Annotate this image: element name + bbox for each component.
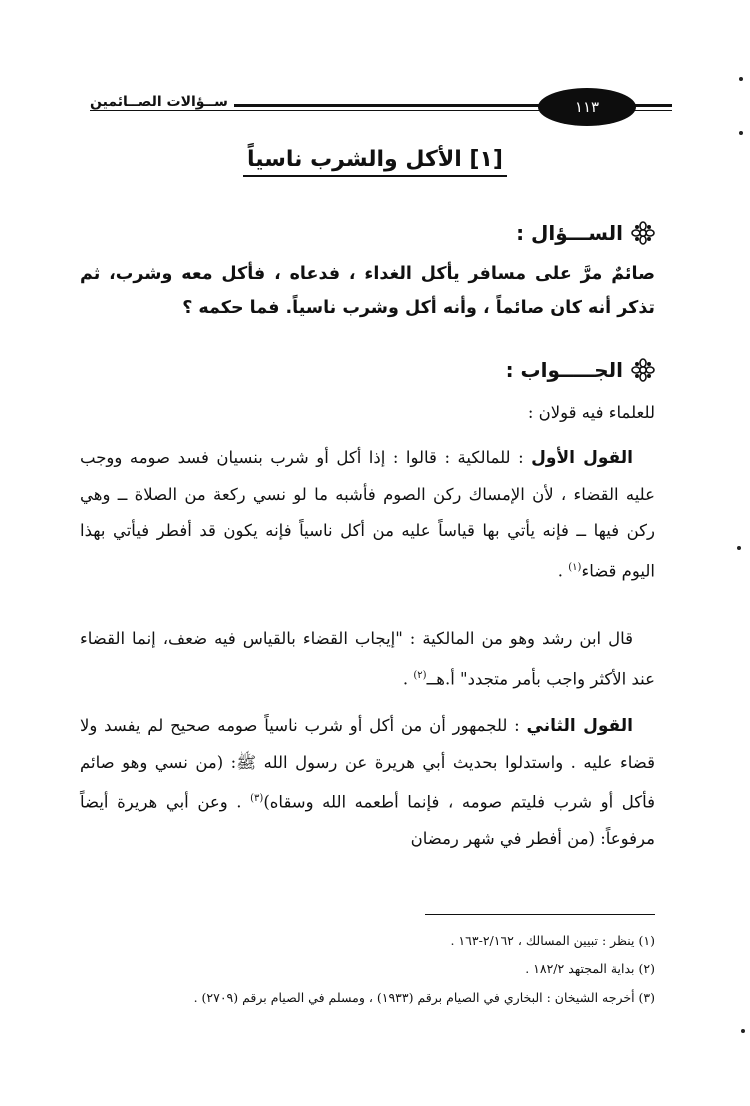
question-label-text: الســـؤال : bbox=[516, 221, 623, 245]
sentence-end: . bbox=[557, 561, 569, 580]
paragraph-second-opinion bbox=[80, 708, 655, 858]
section-title bbox=[0, 147, 750, 172]
ibn-rushd-text: قال ابن رشد وهو من المالكية : "إيجاب القضاء بالقياس فيه ضعف، إنما القضاء عند الأكثر واجب بأمر متجدد" أ.هــ bbox=[80, 629, 655, 688]
running-title: ســؤالات الصــائمين bbox=[84, 94, 234, 110]
footnote-separator bbox=[425, 914, 655, 915]
scan-speck bbox=[739, 131, 743, 135]
first-opinion-label: القول الأول bbox=[531, 448, 634, 468]
question-text: صائمٌ مرَّ على مسافر يأكل الغداء ، فدعاه ، فأكل معه وشرب، ثم تذكر أنه كان صائماً ، وأنه أكل وشرب ناسياً. فما حكمه ؟ bbox=[80, 264, 655, 318]
sentence-end: . bbox=[402, 669, 414, 688]
footnote-2: (٢) بداية المجتهد ١٨٢/٢ . bbox=[525, 961, 655, 976]
scan-speck bbox=[741, 1029, 745, 1033]
question-label bbox=[516, 221, 655, 245]
footnote-ref-1: (١) bbox=[568, 561, 582, 573]
footnote-ref-2: (٢) bbox=[413, 669, 427, 681]
scan-speck bbox=[737, 546, 741, 550]
footnote-3: (٣) أخرجه الشيخان : البخاري في الصيام برقم (١٩٣٣) ، ومسلم في الصيام برقم (٢٧٠٩) . bbox=[193, 990, 655, 1005]
paragraph-ibn-rushd bbox=[80, 621, 655, 698]
page-number-badge bbox=[538, 88, 636, 126]
answer-label bbox=[506, 358, 655, 382]
section-title-text: [١] الأكل والشرب ناسياً bbox=[243, 147, 507, 177]
footnote-1: (١) ينظر : تبيين المسالك ، ٢/١٦٢-١٦٣ . bbox=[450, 933, 655, 948]
page-number: ١١٣ bbox=[574, 98, 600, 116]
second-opinion-text: : للجمهور أن من أكل أو شرب ناسياً صومه صحيح لم يفسد ولا قضاء عليه . واستدلوا بحديث أبي هريرة عن رسول الله ﷺ: (من نسي وهو صائم فأكل أو شرب فليتم صومه ، فإنما أطعمه الله وسقاه) bbox=[80, 716, 656, 812]
answer-label-text: الجـــــواب : bbox=[505, 358, 623, 382]
second-opinion-label: القول الثاني bbox=[526, 716, 633, 736]
second-opinion-continuation: . وعن أبي هريرة أيضاً مرفوعاً: (من أفطر في شهر رمضان bbox=[80, 792, 655, 848]
flower-ornament-icon bbox=[631, 221, 655, 245]
answer-intro: للعلماء فيه قولان : bbox=[527, 403, 655, 422]
scan-speck bbox=[739, 77, 743, 81]
first-opinion-text: : للمالكية : قالوا : إذا أكل أو شرب بنسيان فسد صومه ووجب عليه القضاء ، لأن الإمساك ركن الصوم فأشبه ما لو نسي ركعة من الصلاة ــ وهي ركن فيها ــ فإنه يأتي بها قياساً عليه من أكل ناسياً فإنه يكون قد أفطر فيأتي بهذا اليوم قضاء bbox=[80, 448, 655, 580]
footnote-ref-3: (٣) bbox=[250, 793, 264, 804]
flower-ornament-icon bbox=[631, 358, 655, 382]
paragraph-first-opinion bbox=[80, 440, 655, 590]
